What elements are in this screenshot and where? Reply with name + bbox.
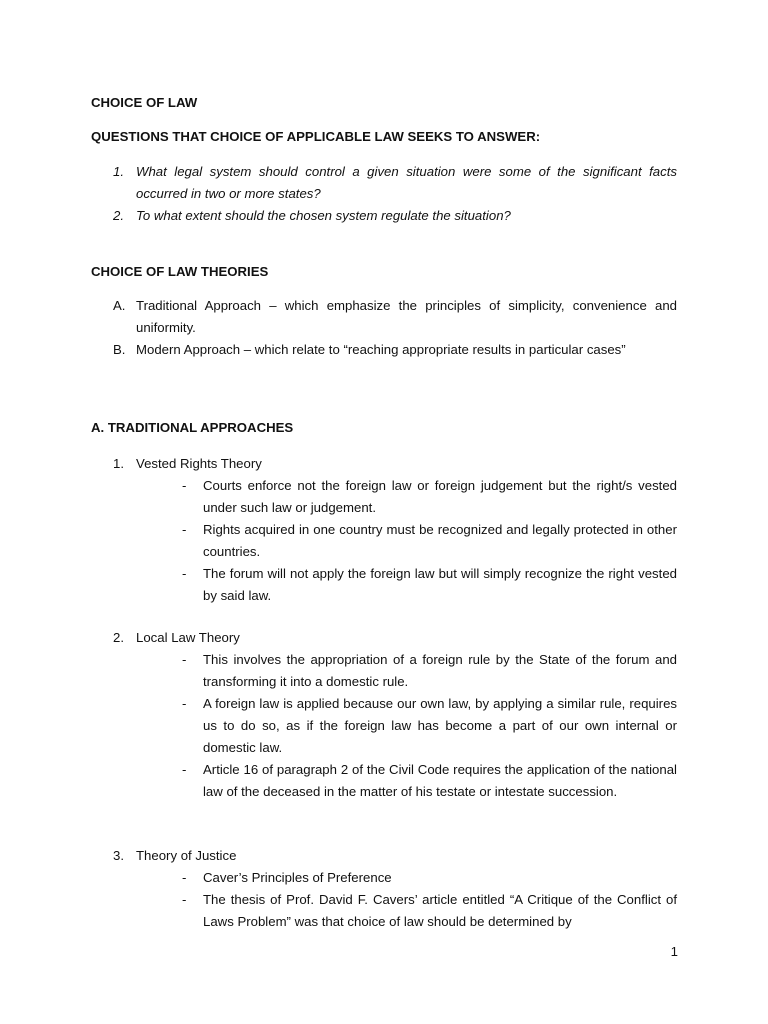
bullet-point <box>91 649 677 693</box>
dash-marker: - <box>182 696 187 711</box>
bullet-text: Rights acquired in one country must be recognized and legally protected in other countries. <box>203 522 677 559</box>
dash-marker: - <box>182 870 187 885</box>
bullet-point <box>91 475 677 519</box>
theories-heading: CHOICE OF LAW THEORIES <box>91 264 269 279</box>
questions-heading: QUESTIONS THAT CHOICE OF APPLICABLE LAW SEEKS TO ANSWER: <box>91 129 541 144</box>
theory-section <box>91 453 677 607</box>
bullet-text: A foreign law is applied because our own law, by applying a similar rule, requires us to do so, as if the foreign law has become a part of our own internal or domestic law. <box>203 696 677 755</box>
theory-section <box>91 627 677 803</box>
bullet-text: Courts enforce not the foreign law or foreign judgement but the right/s vested under such law or judgement. <box>203 478 677 515</box>
theory-title-row <box>91 627 677 649</box>
document-title: CHOICE OF LAW <box>91 95 198 110</box>
bullet-text: The forum will not apply the foreign law but will simply recognize the right vested by said law. <box>203 566 677 603</box>
item-number: 2. <box>113 208 124 223</box>
theory-section <box>91 845 677 933</box>
bullet-text: Article 16 of paragraph 2 of the Civil Code requires the application of the national law of the deceased in the matter of his testate or intestate succession. <box>203 762 677 799</box>
bullet-point <box>91 759 677 803</box>
list-item <box>91 295 677 339</box>
dash-marker: - <box>182 478 187 493</box>
theories-list <box>91 295 677 361</box>
dash-marker: - <box>182 566 187 581</box>
theory-title: Vested Rights Theory <box>136 456 262 471</box>
list-item <box>91 161 677 205</box>
item-letter: B. <box>113 342 126 357</box>
bullet-text: This involves the appropriation of a foreign rule by the State of the forum and transforming it into a domestic rule. <box>203 652 677 689</box>
theory-title-row <box>91 845 677 867</box>
theory-title: Local Law Theory <box>136 630 240 645</box>
bullet-point <box>91 563 677 607</box>
page-number: 1 <box>670 944 678 959</box>
questions-list <box>91 161 677 227</box>
bullet-text: The thesis of Prof. David F. Cavers’ article entitled “A Critique of the Conflict of Laws Problem” was that choice of law should be determined by <box>203 892 677 929</box>
bullet-point <box>91 519 677 563</box>
theory-title-row <box>91 453 677 475</box>
item-text: Modern Approach – which relate to “reaching appropriate results in particular cases” <box>136 342 626 357</box>
item-text: To what extent should the chosen system regulate the situation? <box>136 208 511 223</box>
traditional-heading: A. TRADITIONAL APPROACHES <box>91 420 294 435</box>
item-text: Traditional Approach – which emphasize the principles of simplicity, convenience and uniformity. <box>136 298 677 335</box>
item-number: 2. <box>113 630 124 645</box>
theory-title: Theory of Justice <box>136 848 237 863</box>
dash-marker: - <box>182 652 187 667</box>
bullet-point <box>91 889 677 933</box>
item-text: What legal system should control a given situation were some of the significant facts occurred in two or more states? <box>136 164 677 201</box>
bullet-point <box>91 693 677 759</box>
bullet-point <box>91 867 677 889</box>
bullet-text: Caver’s Principles of Preference <box>203 870 392 885</box>
list-item <box>91 205 677 227</box>
dash-marker: - <box>182 762 187 777</box>
list-item <box>91 339 677 361</box>
item-letter: A. <box>113 298 126 313</box>
item-number: 1. <box>113 164 124 179</box>
dash-marker: - <box>182 892 187 907</box>
item-number: 3. <box>113 848 124 863</box>
item-number: 1. <box>113 456 124 471</box>
dash-marker: - <box>182 522 187 537</box>
